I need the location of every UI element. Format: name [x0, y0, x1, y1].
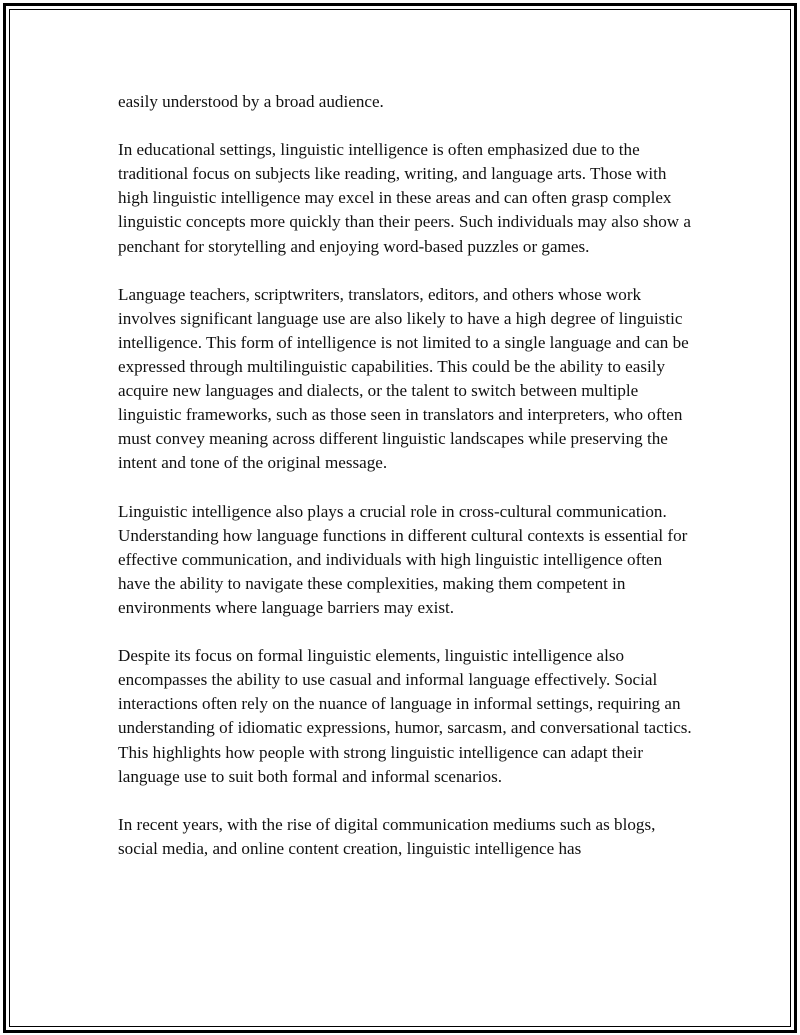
paragraph-5: Despite its focus on formal linguistic elements, linguistic intelligence also encompasses the ability to use casual and informal language effectively. Social interactions often rely on the nuance of language in informal settings, requiring an understanding of idiomatic expressions, humor, sarcasm, and conversational tactics. This highlights how people with strong linguistic intelligence can adapt their language use to suit both formal and informal scenarios. [118, 646, 692, 786]
paragraph-1: easily understood by a broad audience. [118, 92, 384, 111]
paragraph-3: Language teachers, scriptwriters, translators, editors, and others whose work involves significant language use are also likely to have a high degree of linguistic intelligence. This form of intelligence is not limited to a single language and can be expressed through multilinguistic capabilities. This could be the ability to easily acquire new languages and dialects, or the talent to switch between multiple linguistic frameworks, such as those seen in translators and interpreters, who often must convey meaning across different linguistic landscapes while preserving the intent and tone of the original message. [118, 284, 689, 473]
paragraph-4: Linguistic intelligence also plays a crucial role in cross-cultural communication. Understanding how language functions in different cultural contexts is essential for effective communication, and individuals with high linguistic intelligence often have the ability to navigate these complexities, making them competent in environments where language barriers may exist. [118, 501, 688, 617]
paragraph-6: In recent years, with the rise of digital communication mediums such as blogs, social media, and online content creation, linguistic intelligence has [118, 814, 656, 858]
paragraph-2: In educational settings, linguistic intelligence is often emphasized due to the traditional focus on subjects like reading, writing, and language arts. Those with high linguistic intelligence may excel in these areas and can often grasp complex linguistic concepts more quickly than their peers. Such individuals may also show a penchant for storytelling and enjoying word-based puzzles or games. [118, 140, 691, 256]
page-content [118, 90, 693, 885]
